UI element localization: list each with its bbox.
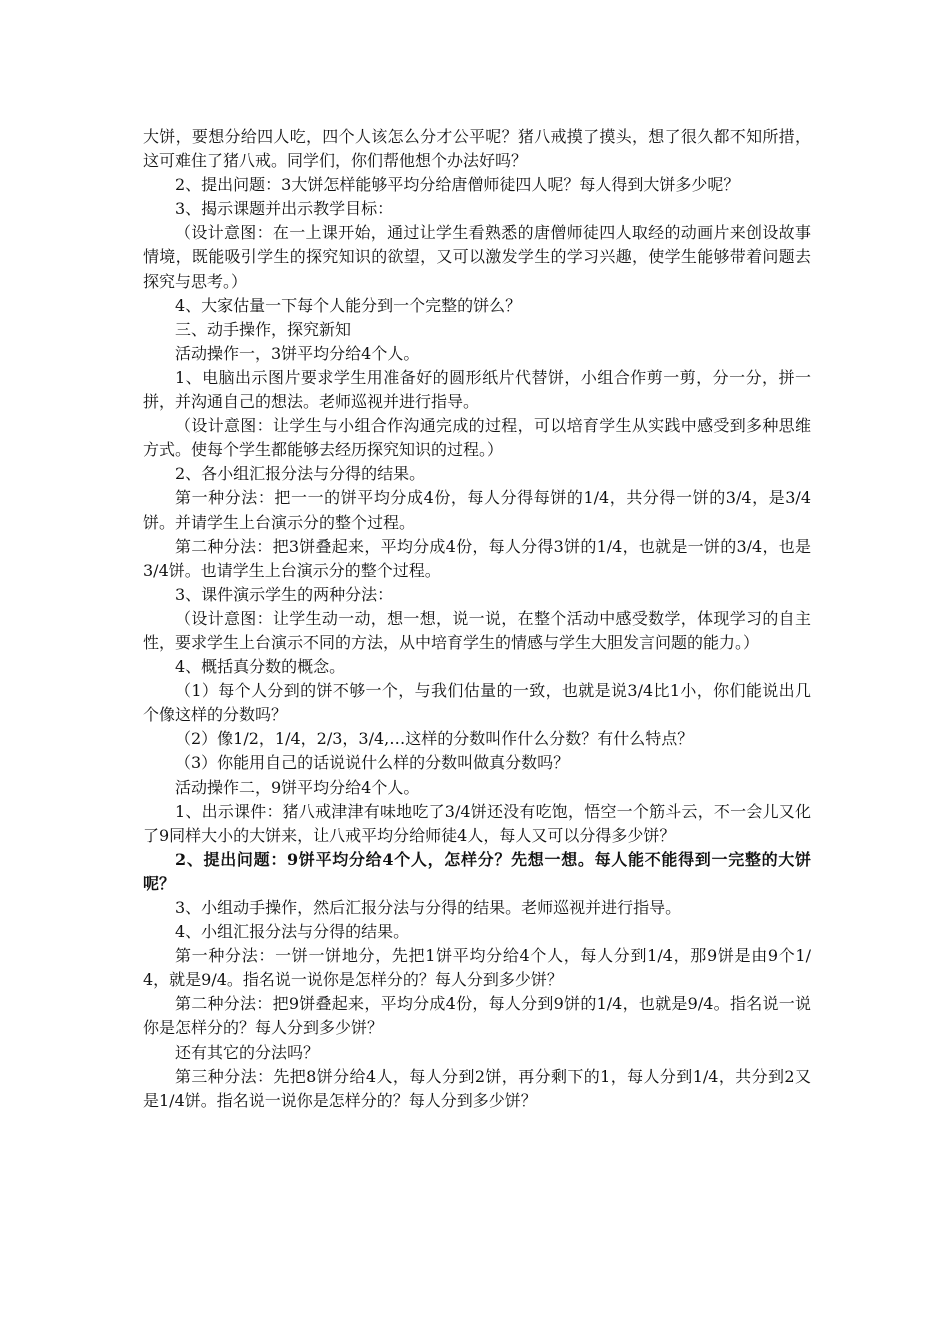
- paragraph: 第三种分法：先把8饼分给4人，每人分到2饼，再分剩下的1，每人分到1/4，共分到2又是1/4饼。指名说一说你是怎样分的？每人分到多少饼？: [143, 1066, 811, 1110]
- paragraph: （1）每个人分到的饼不够一个，与我们估量的一致，也就是说3/4比1小，你们能说出几个像这样的分数吗？: [143, 681, 811, 725]
- paragraph: 4、概括真分数的概念。: [175, 657, 346, 677]
- paragraph: （3）你能用自己的话说说什么样的分数叫做真分数吗？: [175, 753, 570, 773]
- paragraph: 第一种分法：把一一的饼平均分成4份，每人分得每饼的1/4，共分得一饼的3/4，是3/4饼。并请学生上台演示分的整个过程。: [143, 488, 811, 532]
- paragraph: 还有其它的分法吗？: [175, 1042, 320, 1062]
- paragraph: 3、课件演示学生的两种分法：: [175, 584, 394, 604]
- paragraph: 2、各小组汇报分法与分得的结果。: [175, 464, 426, 484]
- paragraph: 第二种分法：把3饼叠起来，平均分成4份，每人分得3饼的1/4，也就是一饼的3/4，也是3/4饼。也请学生上台演示分的整个过程。: [143, 536, 811, 580]
- paragraph: 2、提出问题：3大饼怎样能够平均分给唐僧师徒四人呢？每人得到大饼多少呢？: [175, 175, 740, 195]
- paragraph: 4、大家估量一下每个人能分到一个完整的饼么？: [175, 295, 522, 315]
- paragraph: 4、小组汇报分法与分得的结果。: [175, 922, 410, 942]
- paragraph: 活动操作一，3饼平均分给4个人。: [175, 343, 420, 363]
- paragraph: 3、揭示课题并出示教学目标：: [175, 199, 394, 219]
- document-body: [143, 125, 811, 1113]
- paragraph: 1、电脑出示图片要求学生用准备好的圆形纸片代替饼，小组合作剪一剪，分一分，拼一拼，并沟通自己的想法。老师巡视并进行指导。: [143, 367, 811, 412]
- paragraph: （设计意图：让学生动一动，想一想，说一说，在整个活动中感受数学，体现学习的自主性，要求学生上台演示不同的方法，从中培育学生的情感与学生大胆发言问题的能力。）: [143, 608, 811, 652]
- section-heading: 三、动手操作，探究新知: [175, 319, 352, 339]
- paragraph: 第二种分法：把9饼叠起来，平均分成4份，每人分到9饼的1/4，也就是9/4。指名说一说你是怎样分的？每人分到多少饼？: [143, 994, 811, 1038]
- paragraph: 2、提出问题：9饼平均分给4个人，怎样分？先想一想。每人能不能得到一完整的大饼呢？: [143, 849, 811, 893]
- paragraph: 大饼，要想分给四人吃，四个人该怎么分才公平呢？猪八戒摸了摸头，想了很久都不知所措，这可难住了猪八戒。同学们，你们帮他想个办法好吗？: [143, 127, 811, 171]
- paragraph: （设计意图：在一上课开始，通过让学生看熟悉的唐僧师徒四人取经的动画片来创设故事情境，既能吸引学生的探究知识的欲望，又可以激发学生的学习兴趣，使学生能够带着问题去探究与思考。）: [143, 223, 811, 291]
- paragraph: 3、小组动手操作，然后汇报分法与分得的结果。老师巡视并进行指导。: [175, 898, 682, 917]
- paragraph: （2）像1/2，1/4，2/3，3/4,…这样的分数叫作什么分数？有什么特点？: [175, 729, 694, 749]
- paragraph: （设计意图：让学生与小组合作沟通完成的过程，可以培育学生从实践中感受到多种思维方式。使每个学生都能够去经历探究知识的过程。）: [143, 416, 811, 460]
- paragraph: 1、出示课件：猪八戒津津有味地吃了3/4饼还没有吃饱，悟空一个筋斗云，不一会儿又化了9同样大小的大饼来，让八戒平均分给师徒4人，每人又可以分得多少饼？: [143, 801, 811, 845]
- paragraph: 第一种分法：一饼一饼地分，先把1饼平均分给4个人，每人分到1/4，那9饼是由9个1/4，就是9/4。指名说一说你是怎样分的？每人分到多少饼？: [143, 946, 811, 990]
- paragraph: 活动操作二，9饼平均分给4个人。: [175, 777, 420, 797]
